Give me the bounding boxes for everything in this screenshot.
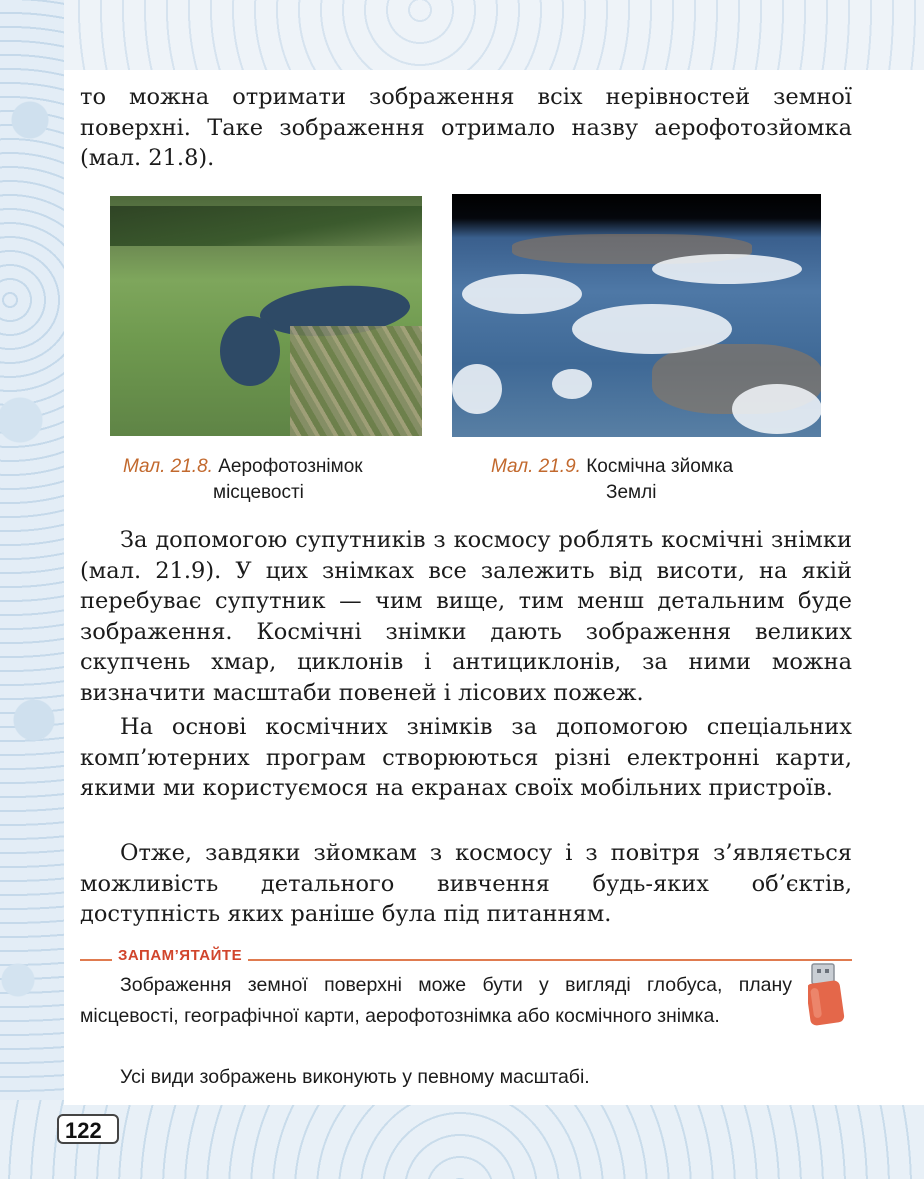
- page-number: 122: [57, 1114, 119, 1144]
- cloud: [552, 369, 592, 399]
- cloud: [572, 304, 732, 354]
- cloud: [732, 384, 821, 434]
- cloud: [652, 254, 802, 284]
- cloud: [452, 364, 502, 414]
- paragraph-conclusion: Отже, завдяки зйомкам з космосу і з повітря з’являється можливість детального вивчення будь-яких об’єктів, доступність яких раніше була під питанням.: [80, 840, 852, 927]
- lace-decoration-left: [0, 0, 64, 1179]
- figure-caption-space: [491, 454, 811, 506]
- lake-branch: [220, 316, 280, 386]
- paragraph-space-images: За допомогою супутників з космосу роблять космічні знімки (мал. 21.9). У цих знімках все залежить від висоти, на якій перебуває супутник — чим вище, тим менш детальним буде зображення. Космічні знімки дають зображення великих скупчень хмар, циклонів і антициклонів, за ними можна визначити масштаби повеней і лісових пожеж.: [80, 527, 852, 706]
- forest-area: [110, 206, 422, 246]
- figure-caption-text: Аерофотознімок: [218, 456, 363, 477]
- lace-decoration-top: [0, 0, 924, 70]
- space-photo: [452, 194, 821, 437]
- village-plots: [290, 326, 422, 436]
- remember-text-1: Зображення земної поверхні може бути у вигляді глобуса, плану місцевості, географічної карти, аерофотознімка або космічного знімка.: [80, 974, 792, 1027]
- cloud: [462, 274, 582, 314]
- figure-caption-text: Землі: [606, 482, 657, 503]
- figure-caption-text: Космічна зйомка: [586, 456, 734, 477]
- figure-number: Мал. 21.8.: [123, 456, 213, 477]
- remember-text-2: Усі види зображень виконують у певному масштабі.: [120, 1066, 590, 1088]
- paragraph-electronic-maps: На основі космічних знімків за допомогою спеціальних комп’ютерних програм створюються різні електронні карти, якими ми користуємося на екранах своїх мобільних пристроїв.: [80, 714, 852, 801]
- paragraph-aerial-intro: то можна отримати зображення всіх нерівностей земної поверхні. Таке зображення отримало назву аерофотозйомка (мал. 21.8).: [80, 84, 852, 171]
- remember-heading: ЗАПАМ’ЯТАЙТЕ: [112, 947, 248, 964]
- lace-decoration-bottom: [0, 1100, 924, 1179]
- figure-caption-text: місцевості: [213, 482, 304, 503]
- figure-caption-aerial: [123, 454, 423, 506]
- aerial-photo: [110, 196, 422, 436]
- usb-drive-icon: [808, 962, 852, 1026]
- figure-number: Мал. 21.9.: [491, 456, 581, 477]
